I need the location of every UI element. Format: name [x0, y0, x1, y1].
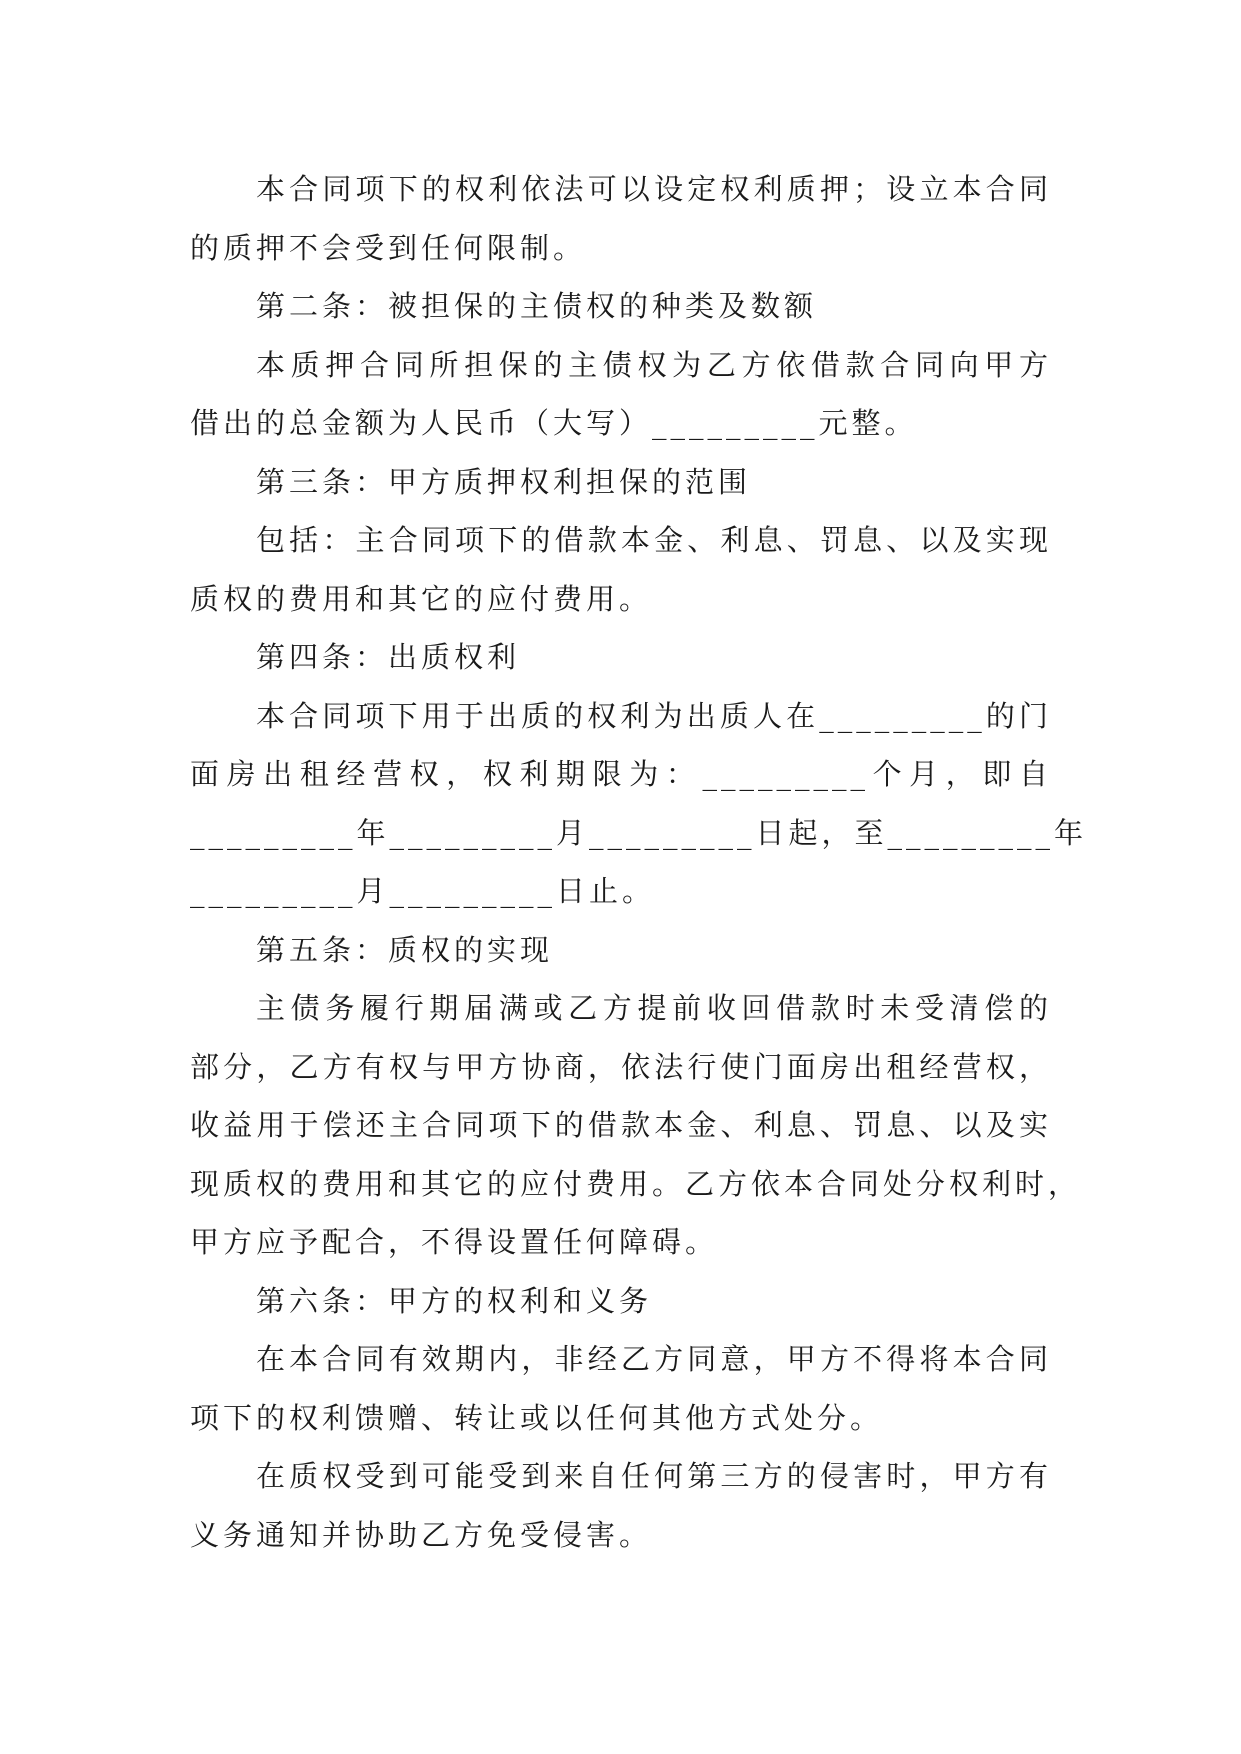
paragraph-line: 本质押合同所担保的主债权为乙方依借款合同向甲方 [256, 347, 1052, 382]
paragraph-line: _________年_________月_________日起，至_________年 [190, 815, 1088, 850]
paragraph-line: 借出的总金额为人民币（大写）_________元整。 [190, 406, 918, 440]
paragraph-line: 本合同项下用于出质的权利为出质人在_________的门 [256, 698, 1052, 733]
document-body [190, 160, 1088, 1564]
article-heading: 第六条：甲方的权利和义务 [256, 1283, 653, 1318]
paragraph-line: 甲方应予配合，不得设置任何障碍。 [190, 1225, 719, 1259]
paragraph-line: 义务通知并协助乙方免受侵害。 [190, 1517, 653, 1552]
paragraph-line: 在质权受到可能受到来自任何第三方的侵害时，甲方有 [256, 1459, 1052, 1493]
paragraph-line: 本合同项下的权利依法可以设定权利质押；设立本合同 [256, 172, 1052, 206]
paragraph-line: 项下的权利馈赠、转让或以任何其他方式处分。 [190, 1400, 884, 1435]
article-heading: 第五条：质权的实现 [256, 932, 554, 967]
paragraph-line: 面房出租经营权，权利期限为：_________个月，即自 [190, 757, 1052, 791]
paragraph-line: 主债务履行期届满或乙方提前收回借款时未受清偿的 [256, 991, 1052, 1025]
paragraph-line: 包括：主合同项下的借款本金、利息、罚息、以及实现 [256, 523, 1052, 557]
article-heading: 第三条：甲方质押权利担保的范围 [256, 464, 752, 499]
paragraph-line: 部分，乙方有权与甲方协商，依法行使门面房出租经营权， [190, 1049, 1052, 1084]
paragraph-line: 现质权的费用和其它的应付费用。乙方依本合同处分权利时， [190, 1166, 1082, 1201]
paragraph-line: 质权的费用和其它的应付费用。 [190, 581, 653, 616]
paragraph-line: 在本合同有效期内，非经乙方同意，甲方不得将本合同 [256, 1342, 1052, 1376]
paragraph-line: 的质押不会受到任何限制。 [190, 230, 587, 265]
article-heading: 第四条：出质权利 [256, 640, 521, 674]
article-heading: 第二条：被担保的主债权的种类及数额 [256, 289, 818, 323]
paragraph-line: _________月_________日止。 [190, 874, 656, 908]
paragraph-line: 收益用于偿还主合同项下的借款本金、利息、罚息、以及实 [190, 1108, 1052, 1142]
